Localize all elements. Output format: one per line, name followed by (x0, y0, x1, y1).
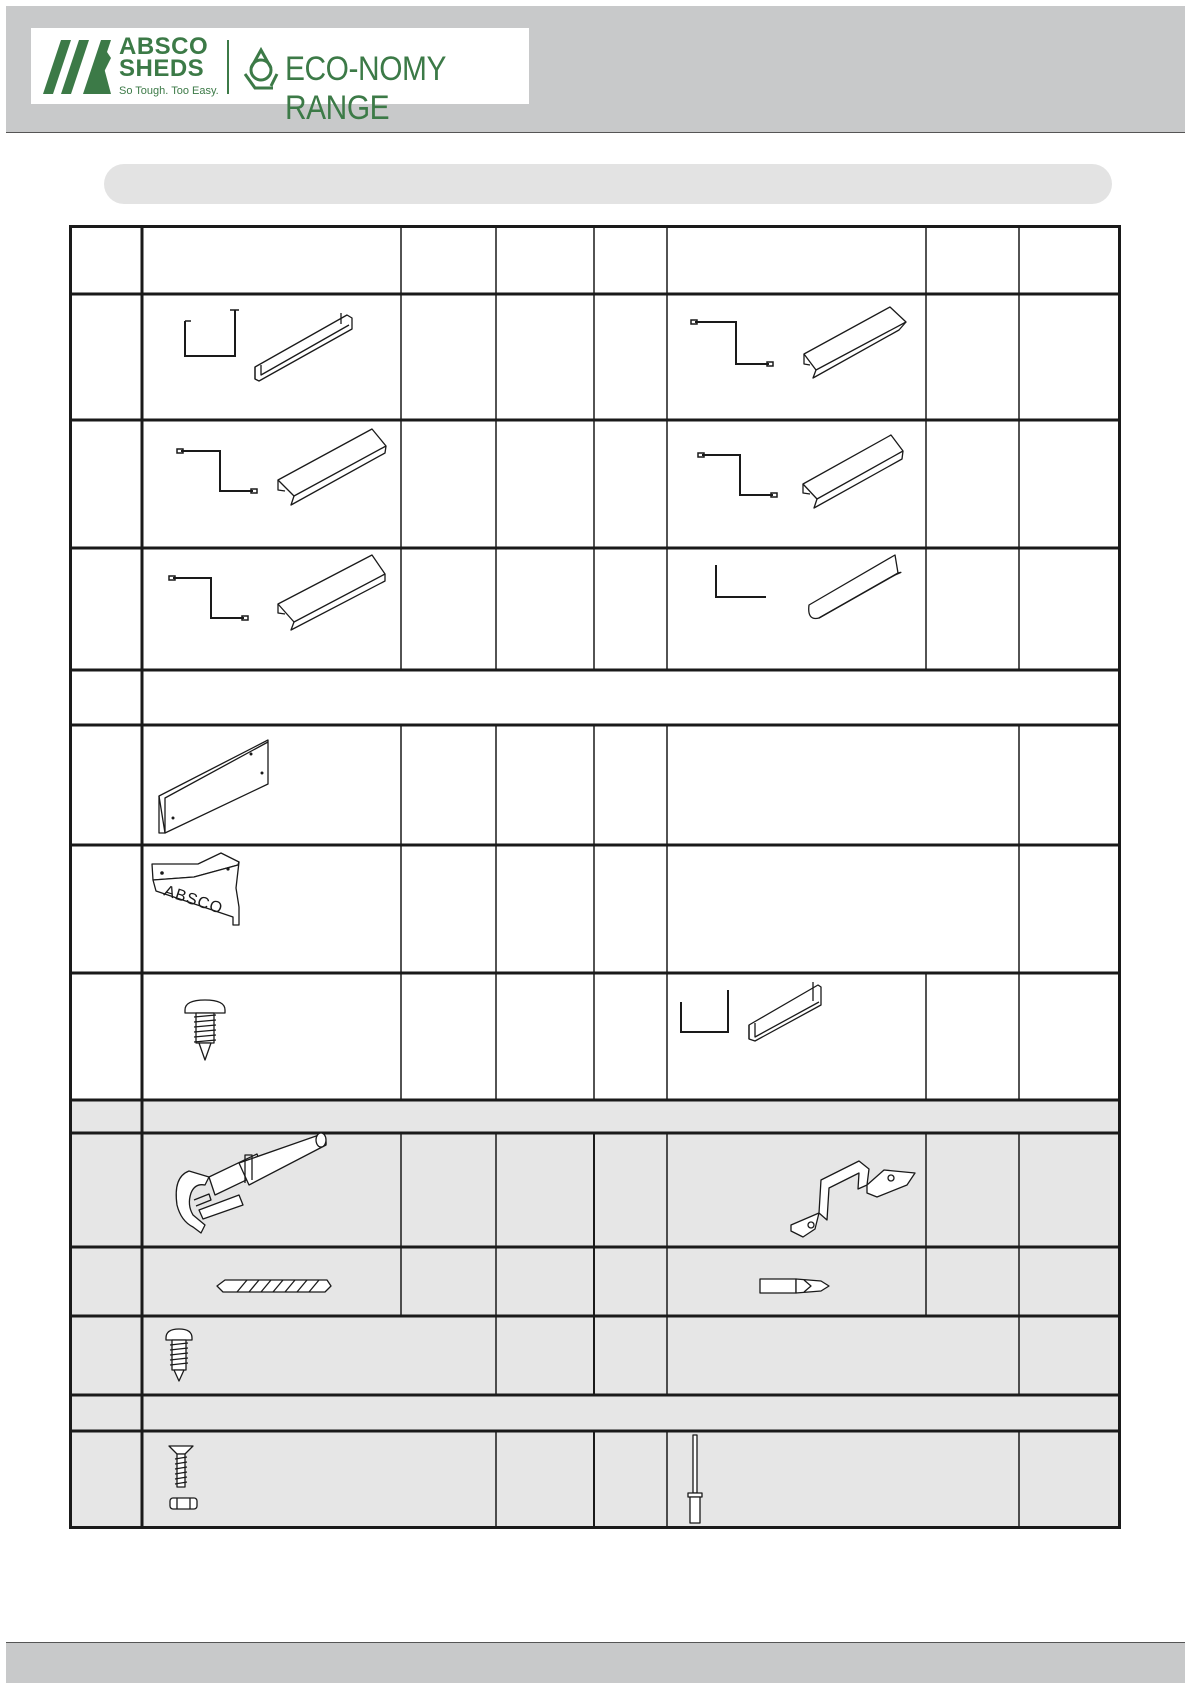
drill-bit (217, 1280, 331, 1292)
tek-screw (185, 1000, 225, 1060)
brand-name (119, 33, 209, 82)
page-header (6, 6, 1185, 133)
angle-profile (716, 555, 901, 618)
page-footer (6, 1642, 1185, 1683)
z-channel-profile (691, 307, 906, 378)
c-channel-profile (185, 310, 352, 381)
z-channel-profile (177, 429, 386, 505)
brand-name-line2: SHEDS (119, 55, 205, 82)
brand-tagline: So Tough. Too Easy. (119, 85, 219, 97)
u-channel-profile (681, 982, 821, 1041)
brand-logo (31, 28, 529, 127)
parts-table (69, 225, 1121, 1529)
brand-name-line1: ABSCO (119, 33, 209, 60)
gable-bracket (152, 853, 239, 925)
phillips-bit (760, 1279, 829, 1293)
range-name: ECO-NOMY RANGE (285, 50, 446, 127)
z-channel-profile (698, 435, 903, 508)
title-bar (104, 164, 1112, 204)
recycle-icon (245, 50, 277, 88)
z-channel-profile (169, 555, 385, 630)
embossed-brand-text: ABSCO (161, 882, 226, 918)
base-plate (159, 740, 268, 833)
